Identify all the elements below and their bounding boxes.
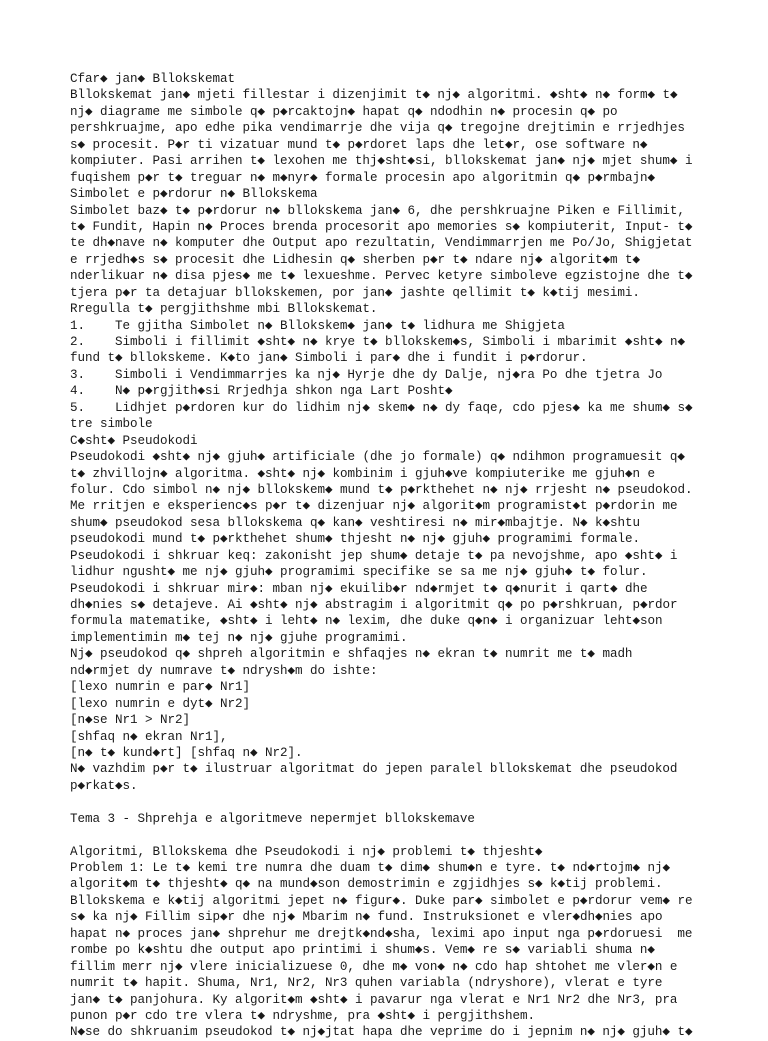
text-line: [lexo numrin e dyt◆ Nr2]: [70, 696, 250, 711]
text-line: numrit t◆ hapit. Shuma, Nr1, Nr2, Nr3 quhen variabla (ndryshore), vlerat e tyre: [70, 976, 663, 991]
text-line: shum◆ pseudokod sesa bllokskema q◆ kan◆ veshtiresi n◆ mir◆mbajtje. N◆ k◆shtu: [70, 515, 640, 530]
text-line: hapat n◆ proces jan◆ shprehur me drejtk◆nd◆sha, leximi apo input nga p◆rdoruesi me: [70, 926, 693, 941]
text-line: implementimin m◆ tej n◆ nj◆ gjuhe programimi.: [70, 630, 408, 645]
text-line: N◆ vazhdim p◆r t◆ ilustruar algoritmat do jepen paralel bllokskemat dhe pseudokod: [70, 762, 678, 777]
text-line: nj◆ diagrame me simbole q◆ p◆rcaktojn◆ hapat q◆ ndodhin n◆ procesin q◆ po: [70, 104, 618, 119]
text-line: Algoritmi, Bllokskema dhe Pseudokodi i nj◆ problemi t◆ thjesht◆: [70, 844, 543, 859]
text-line: Me rritjen e eksperienc◆s p◆r t◆ dizenjuar nj◆ algorit◆m programist◆t p◆rdorin me: [70, 499, 678, 514]
text-line: fund t◆ bllokskeme. K◆to jan◆ Simboli i par◆ dhe i fundit i p◆rdorur.: [70, 351, 588, 366]
text-line: folur. Cdo simbol n◆ nj◆ bllokskem◆ mund t◆ p◆rkthehet n◆ nj◆ rrjesht n◆ pseudokod.: [70, 482, 693, 497]
text-line: Simbolet baz◆ t◆ p◆rdorur n◆ bllokskema jan◆ 6, dhe pershkruajne Piken e Fillimit,: [70, 203, 685, 218]
text-line: Bllokskemat jan◆ mjeti fillestar i dizenjimit t◆ nj◆ algoritmi. ◆sht◆ n◆ form◆ t◆: [70, 88, 678, 103]
text-line: rombe po k◆shtu dhe output apo printimi i shum◆s. Vem◆ re s◆ variabli shuma n◆: [70, 943, 655, 958]
text-line: Rregulla t◆ pergjithshme mbi Bllokskemat.: [70, 302, 378, 317]
text-line: [n◆ t◆ kund◆rt] [shfaq n◆ Nr2].: [70, 745, 303, 760]
text-line: tre simbole: [70, 417, 153, 432]
text-line: Nj◆ pseudokod q◆ shpreh algoritmin e shfaqjes n◆ ekran t◆ numrit me t◆ madh: [70, 647, 633, 662]
text-line: nd◆rmjet dy numrave t◆ ndrysh◆m do ishte:: [70, 663, 378, 678]
text-line: 1. Te gjitha Simbolet n◆ Bllokskem◆ jan◆ t◆ lidhura me Shigjeta: [70, 318, 565, 333]
text-line: te dh◆nave n◆ komputer dhe Output apo rezultatin, Vendimmarrjen me Po/Jo, Shigjetat: [70, 236, 693, 251]
text-line: Cfar◆ jan◆ Bllokskemat: [70, 72, 235, 86]
text-line: [shfaq n◆ ekran Nr1],: [70, 729, 228, 744]
text-line: e rrjedh◆s s◆ procesit dhe Lidhesin q◆ sherben p◆r t◆ ndare nj◆ algorit◆m t◆: [70, 252, 641, 267]
text-line: [70, 827, 760, 843]
text-line: punon p◆r cdo tre vlera t◆ ndryshme, pra ◆sht◆ i pergjithshem.: [70, 1008, 535, 1023]
text-line: pershkruajme, apo edhe pika vendimarrje dhe vija q◆ tregojne drejtimin e rrjedhjes: [70, 121, 685, 136]
text-line: Bllokskema e k◆tij algoritmi jepet n◆ figur◆. Duke par◆ simbolet e p◆rdorur vem◆ re: [70, 893, 693, 908]
text-line: [lexo numrin e par◆ Nr1]: [70, 680, 250, 695]
text-line: algorit◆m t◆ thjesht◆ q◆ na mund◆son demostrimin e zgjidhjes s◆ k◆tij problemi.: [70, 877, 663, 892]
text-line: kompiuter. Pasi arrihen t◆ lexohen me thj◆sht◆si, bllokskemat jan◆ nj◆ mjet shum◆ i: [70, 154, 693, 169]
text-line: Pseudokodi ◆sht◆ nj◆ gjuh◆ artificiale (dhe jo formale) q◆ ndihmon programuesit q◆: [70, 450, 685, 465]
text-line: formula matematike, ◆sht◆ i leht◆ n◆ lexim, dhe duke q◆n◆ i organizuar leht◆son: [70, 614, 663, 629]
text-line: nderlikuar n◆ disa pjes◆ me t◆ lexueshme. Pervec ketyre simboleve egzistojne dhe t◆: [70, 269, 693, 284]
text-line: Tema 3 - Shprehja e algoritmeve nepermjet bllokskemave: [70, 811, 475, 826]
document-text: [70, 71, 760, 1041]
text-line: C◆sht◆ Pseudokodi: [70, 433, 198, 448]
text-line: tjera p◆r ta detajuar bllokskemen, por jan◆ jashte qellimit t◆ k◆tij mesimi.: [70, 285, 640, 300]
text-line: fillim merr nj◆ vlere inicializuese 0, dhe m◆ von◆ n◆ cdo hap shtohet me vler◆n e: [70, 959, 678, 974]
text-line: [n◆se Nr1 > Nr2]: [70, 713, 190, 728]
text-line: 2. Simboli i fillimit ◆sht◆ n◆ krye t◆ bllokskem◆s, Simboli i mbarimit ◆sht◆ n◆: [70, 335, 685, 349]
text-line: t◆ zhvillojn◆ algoritma. ◆sht◆ nj◆ kombinim i gjuh◆ve kompiuterike me gjuh◆n e: [70, 466, 655, 481]
text-line: p◆rkat◆s.: [70, 778, 138, 793]
text-line: [70, 794, 760, 810]
text-line: dh◆nies s◆ detajeve. Ai ◆sht◆ nj◆ abstragim i algoritmit q◆ po p◆rshkruan, p◆rdor: [70, 598, 678, 612]
text-line: fuqishem p◆r t◆ treguar n◆ m◆nyr◆ formale procesin apo algoritmin q◆ p◆rmbajn◆: [70, 170, 656, 185]
text-line: s◆ ka nj◆ Fillim sip◆r dhe nj◆ Mbarim n◆ fund. Instruksionet e vler◆dh◆nies apo: [70, 910, 663, 925]
text-line: Pseudokodi i shkruar mir◆: mban nj◆ ekuilib◆r nd◆rmjet t◆ q◆nurit i qart◆ dhe: [70, 581, 648, 596]
text-line: Problem 1: Le t◆ kemi tre numra dhe duam t◆ dim◆ shum◆n e tyre. t◆ nd◆rtojm◆ nj◆: [70, 861, 670, 875]
text-line: t◆ Fundit, Hapin n◆ Proces brenda procesorit apo memories s◆ kompiuterit, Input- t◆: [70, 219, 693, 234]
text-line: 4. N◆ p◆rgjith◆si Rrjedhja shkon nga Lart Posht◆: [70, 384, 453, 399]
text-line: pseudokodi mund t◆ p◆rkthehet shum◆ thjesht n◆ nj◆ gjuh◆ programimi formale.: [70, 532, 640, 547]
text-line: N◆se do shkruanim pseudokod t◆ nj◆jtat hapa dhe veprime do i jepnim n◆ nj◆ gjuh◆ t◆: [70, 1025, 693, 1040]
text-line: s◆ procesit. P◆r ti vizatuar mund t◆ p◆rdoret laps dhe let◆r, ose software n◆: [70, 137, 648, 152]
text-line: jan◆ t◆ panjohura. Ky algorit◆m ◆sht◆ i pavarur nga vlerat e Nr1 Nr2 dhe Nr3, pra: [70, 992, 678, 1007]
text-line: 3. Simboli i Vendimmarrjes ka nj◆ Hyrje dhe dy Dalje, nj◆ra Po dhe tjetra Jo: [70, 367, 663, 382]
text-line: 5. Lidhjet p◆rdoren kur do lidhim nj◆ skem◆ n◆ dy faqe, cdo pjes◆ ka me shum◆ s◆: [70, 400, 693, 415]
text-line: lidhur ngusht◆ me nj◆ gjuh◆ programimi specifike se sa me nj◆ gjuh◆ t◆ folur.: [70, 565, 648, 580]
text-line: Pseudokodi i shkruar keq: zakonisht jep shum◆ detaje t◆ pa nevojshme, apo ◆sht◆ i: [70, 548, 678, 563]
text-line: Simbolet e p◆rdorur n◆ Bllokskema: [70, 187, 318, 202]
